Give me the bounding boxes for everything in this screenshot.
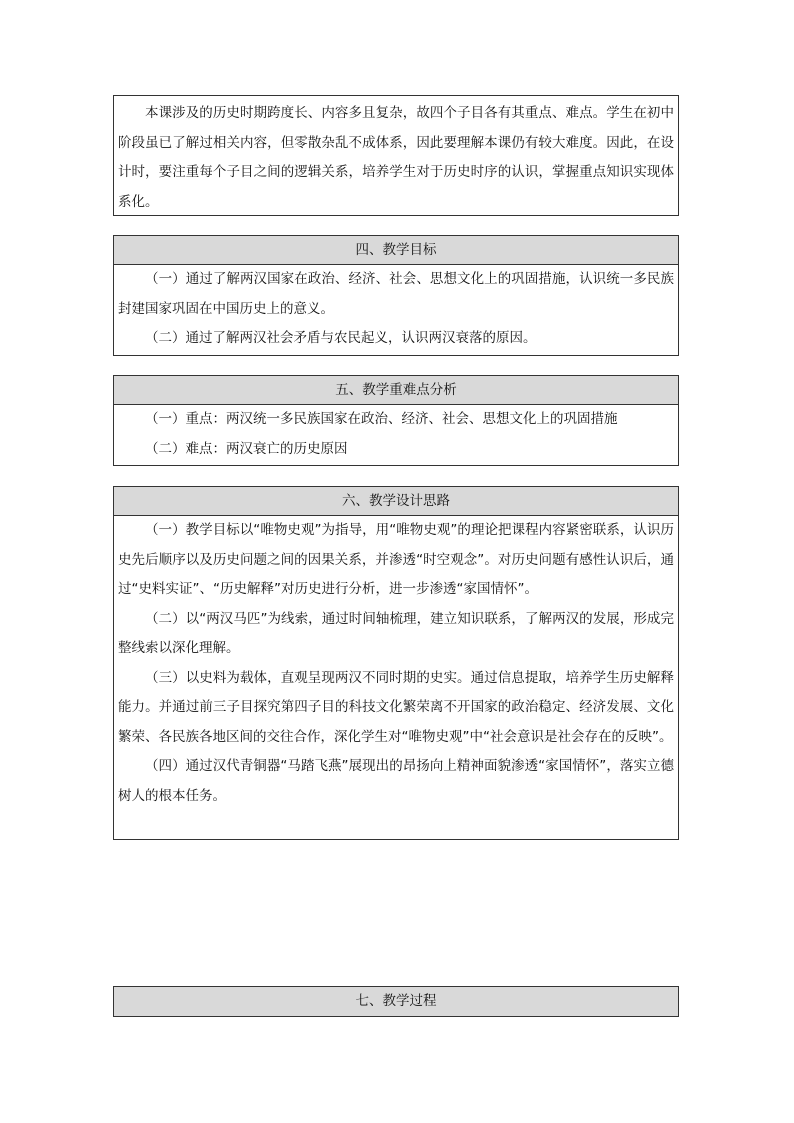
design-ideas-title: 六、教学设计思路 [114, 487, 678, 516]
key-point-item-2: （二）难点：两汉衰亡的历史原因 [145, 440, 348, 457]
design-ideas-body [114, 516, 678, 811]
goal-item-1: （一）通过了解两汉国家在政治、经济、社会、思想文化上的巩固措施，认识统一多民族封建国家巩固在中国历史上的意义。 [118, 271, 674, 317]
design-item-3: （三）以史料为载体，直观呈现两汉不同时期的史实。通过信息提取，培养学生历史解释能力。并通过前三子目探究第四子目的科技文化繁荣离不开国家的政治稳定、经济发展、文化繁荣、各民族各地区间的交往合作，深化学生对“唯物史观”中“社会意识是社会存在的反映”。 [118, 669, 674, 745]
key-points-section [113, 375, 679, 466]
key-points-title: 五、教学重难点分析 [114, 376, 678, 405]
design-item-4: （四）通过汉代青铜器“马踏飞燕”展现出的昂扬向上精神面貌渗透“家国情怀”，落实立德树人的根本任务。 [118, 758, 674, 804]
teaching-goals-title: 四、教学目标 [114, 236, 678, 265]
goal-item-2: （二）通过了解两汉社会矛盾与农民起义，认识两汉衰落的原因。 [145, 330, 537, 346]
teaching-process-title: 七、教学过程 [114, 987, 678, 1016]
key-point-item-1: （一）重点：两汉统一多民族国家在政治、经济、社会、思想文化上的巩固措施 [145, 411, 618, 427]
teaching-goals-section [113, 235, 679, 356]
key-points-body [114, 405, 678, 464]
intro-section [113, 95, 679, 216]
design-item-1: （一）教学目标以“唯物史观”为指导，用“唯物史观”的理论把课程内容紧密联系，认识历史先后顺序以及历史问题之间的因果关系，并渗透“时空观念”。对历史问题有感性认识后，通过“史料实证”、“历史解释”对历史进行分析，进一步渗透“家国情怀”。 [118, 522, 674, 597]
intro-body [114, 96, 678, 217]
teaching-process-section [113, 986, 679, 1017]
design-ideas-section [113, 486, 679, 840]
teaching-goals-body [114, 265, 678, 354]
design-item-2: （二）以“两汉马匹”为线索，通过时间轴梳理，建立知识联系，了解两汉的发展，形成完整线索以深化理解。 [118, 610, 674, 656]
intro-paragraph: 本课涉及的历史时期跨度长、内容多且复杂，故四个子目各有其重点、难点。学生在初中阶段虽已了解过相关内容，但零散杂乱不成体系，因此要理解本课仍有较大难度。因此，在设计时，要注重每个子目之间的逻辑关系，培养学生对于历史时序的认识，掌握重点知识实现体系化。 [118, 105, 674, 210]
